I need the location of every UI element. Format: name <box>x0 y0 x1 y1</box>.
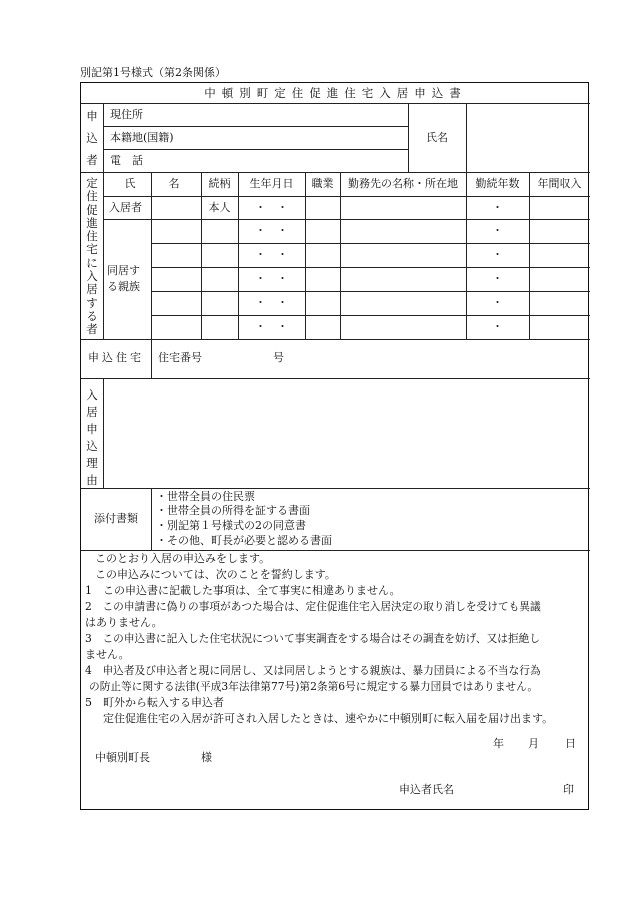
pledge-line: ません。 <box>85 648 130 661</box>
birthdate-placeholder: ・ ・ <box>255 320 288 333</box>
birthdate-placeholder: ・ ・ <box>255 201 288 214</box>
col-years-header: 勤続年数 <box>475 177 520 190</box>
honorific: 様 <box>201 751 212 764</box>
years-placeholder: ・ <box>492 296 503 309</box>
self-relation: 本人 <box>208 201 231 214</box>
domicile-label: 本籍地(国籍) <box>110 131 174 144</box>
col-income-header: 年間収入 <box>537 177 582 190</box>
pledge-line: 1 この申込書に記載した事項は、全て事実に相違ありません。 <box>85 584 401 597</box>
col-relation-header: 続柄 <box>208 177 231 190</box>
years-placeholder: ・ <box>492 248 503 261</box>
col-birthdate-header: 生年月日 <box>249 177 294 190</box>
self-label: 入居者 <box>109 201 142 214</box>
applicant-name-label: 氏名 <box>426 131 448 144</box>
birthdate-placeholder: ・ ・ <box>255 248 288 261</box>
pledge-line: の防止等に関する法律(平成3年法律第77号)第2条第6号に規定する暴力団員ではありません。 <box>89 680 539 693</box>
date-day-label: 日 <box>565 737 576 750</box>
birthdate-placeholder: ・ ・ <box>255 296 288 309</box>
housing-label: 申込住宅 <box>88 351 144 364</box>
housing-number-suffix: 号 <box>273 351 284 364</box>
attachment-item: ・その他、町長が必要と認める書面 <box>156 534 332 547</box>
pledge-line: 定住促進住宅の入居が許可され入居したときは、速やかに中頓別町に転入届を届け出ます。 <box>103 712 554 725</box>
pledge-line: 3 この申込書に記入した住宅状況について事実調査をする場合はその調査を妨げ、又は拒絶し <box>85 632 541 645</box>
years-placeholder: ・ <box>492 224 503 237</box>
years-placeholder: ・ <box>492 320 503 333</box>
attachment-item: ・別記第１号様式の2の同意書 <box>156 519 306 532</box>
seal-mark: 印 <box>563 783 574 796</box>
application-form <box>80 82 589 810</box>
phone-label: 電 話 <box>110 154 143 167</box>
pledge-line: 2 この申請書に偽りの事項があつた場合は、定住促進住宅入居決定の取り消しを受けても異議 <box>85 600 541 613</box>
pledge-line: このとおり入居の申込みをします。 <box>95 552 271 565</box>
housing-number-label: 住宅番号 <box>158 351 202 364</box>
birthdate-placeholder: ・ ・ <box>255 224 288 237</box>
pledge-line: 4 申込者及び申込者と現に同居し、又は同居しようとする親族は、暴力団員による不当な行為 <box>85 664 541 677</box>
form-caption: 別記第1号様式（第2条関係） <box>80 66 226 79</box>
date-month-label: 月 <box>528 737 539 750</box>
pledge-line: はありません。 <box>85 616 163 629</box>
current-address-label: 現住所 <box>110 108 143 121</box>
col-workplace-header: 勤務先の名称・所在地 <box>348 177 458 190</box>
col-name-header: 氏 名 <box>124 177 180 190</box>
applicant-side-label: 申込者 <box>86 109 98 167</box>
pledge-line: 5 町外から転入する申込者 <box>85 696 224 709</box>
residents-side-label: 定住促進住宅に入居する者 <box>86 176 98 337</box>
pledge-line: この申込みについては、次のことを誓約します。 <box>95 568 336 581</box>
birthdate-placeholder: ・ ・ <box>255 272 288 285</box>
years-placeholder: ・ <box>492 272 503 285</box>
attachment-item: ・世帯全員の所得を証する書面 <box>156 504 310 517</box>
col-occupation-header: 職業 <box>311 177 334 190</box>
reason-label: 入居申込理由 <box>86 388 98 487</box>
family-label: 同居する親族 <box>107 264 140 293</box>
addressee: 中頓別町長 <box>95 751 150 764</box>
form-title: 中頓別町定住促進住宅入居申込書 <box>204 86 467 100</box>
attachment-item: ・世帯全員の住民票 <box>156 490 255 503</box>
signer-label: 申込者氏名 <box>399 783 454 796</box>
date-year-label: 年 <box>493 737 504 750</box>
years-placeholder: ・ <box>492 201 503 214</box>
attachments-label: 添付書類 <box>94 512 138 525</box>
